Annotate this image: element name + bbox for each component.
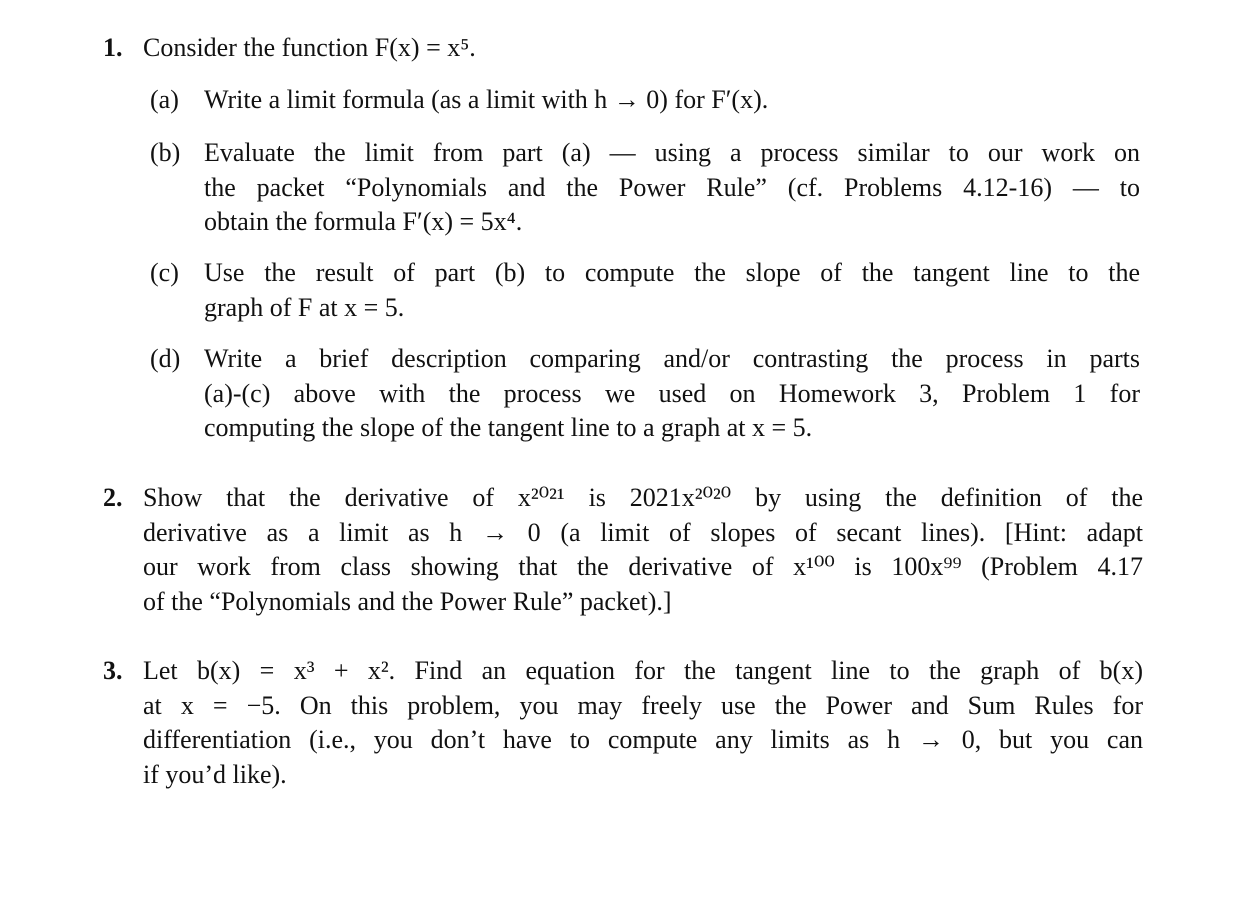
problem-text-line: Consider the function F(x) = x⁵. (143, 33, 476, 62)
problem-text-line: if you’d like). (143, 759, 287, 789)
problem-text-line: derivative as a limit as h → 0 (a limit of slopes of secant lines). [Hint: adapt (143, 517, 1143, 547)
problem-text-line: Show that the derivative of x²⁰²¹ is 2021x²⁰²⁰ by using the definition of the (143, 483, 1143, 512)
problem-1-part-a (150, 83, 1140, 118)
problem-1-part-c (150, 256, 1140, 325)
part-text-line: Evaluate the limit from part (a) — using a process similar to our work on (204, 138, 1140, 167)
part-text-line: obtain the formula F′(x) = 5x⁴. (204, 207, 523, 236)
problem-text-line: of the “Polynomials and the Power Rule” packet).] (143, 586, 672, 616)
problem-number: 1. (103, 33, 123, 62)
problem-1-part-d (150, 342, 1140, 446)
part-text-line: Write a brief description comparing and/or contrasting the process in parts (204, 344, 1140, 373)
problem-2 (103, 481, 1143, 619)
problem-text-line: our work from class showing that the derivative of x¹⁰⁰ is 100x⁹⁹ (Problem 4.17 (143, 552, 1143, 581)
part-text-line: Write a limit formula (as a limit with h → 0) for F′(x). (204, 85, 769, 114)
part-text-line: Use the result of part (b) to compute the slope of the tangent line to the (204, 258, 1140, 287)
problem-1 (103, 31, 1143, 66)
part-text-line: graph of F at x = 5. (204, 292, 405, 322)
problem-1-part-b (150, 136, 1140, 240)
problem-text-line: at x = −5. On this problem, you may freely use the Power and Sum Rules for (143, 690, 1143, 720)
part-text-line: computing the slope of the tangent line to a graph at x = 5. (204, 413, 813, 442)
problem-text-line: differentiation (i.e., you don’t have to compute any limits as h → 0, but you can (143, 725, 1143, 754)
part-text-line: (a)-(c) above with the process we used on Homework 3, Problem 1 for (204, 378, 1140, 408)
problem-number: 3. (103, 656, 123, 685)
problem-text-line: Let b(x) = x³ + x². Find an equation for the tangent line to the graph of b(x) (143, 656, 1143, 685)
part-label: (c) (150, 258, 179, 287)
part-label: (d) (150, 344, 181, 373)
part-label: (a) (150, 85, 179, 114)
part-label: (b) (150, 138, 181, 167)
problem-3 (103, 654, 1143, 792)
problem-number: 2. (103, 483, 123, 512)
part-text-line: the packet “Polynomials and the Power Rule” (cf. Problems 4.12-16) — to (204, 172, 1140, 202)
